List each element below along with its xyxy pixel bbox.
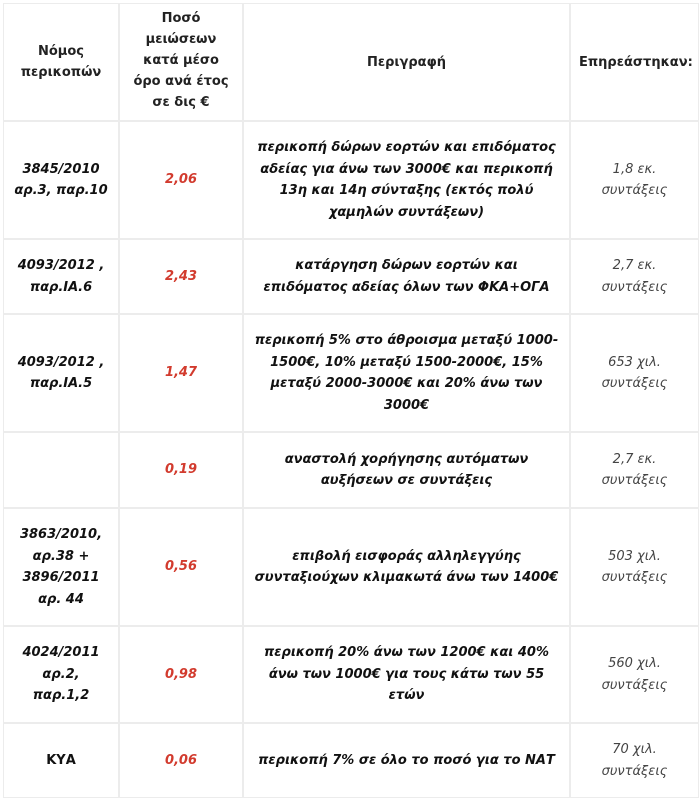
description-cell: περικοπή δώρων εορτών και επιδόματος αδείας για άνω των 3000€ και περικοπή 13η και 14η σύνταξης (εκτός πολύ χαμηλών συντάξεων) xyxy=(243,121,570,239)
description-cell: περικοπή 7% σε όλο το ποσό για το ΝΑΤ xyxy=(243,723,570,798)
description-cell: περικοπή 20% άνω των 1200€ και 40% άνω των 1000€ για τους κάτω των 55 ετών xyxy=(243,626,570,723)
affected-cell: 70 χιλ. συντάξεις xyxy=(570,723,699,798)
amount-cell: 0,98 xyxy=(119,626,243,723)
table-row xyxy=(3,626,699,723)
amount-cell: 0,06 xyxy=(119,723,243,798)
header-affected: Επηρεάστηκαν: xyxy=(570,3,699,121)
amount-cell: 0,56 xyxy=(119,508,243,626)
affected-cell: 1,8 εκ. συντάξεις xyxy=(570,121,699,239)
law-cell xyxy=(3,432,119,508)
pension-cuts-table xyxy=(3,3,699,798)
affected-cell: 2,7 εκ. συντάξεις xyxy=(570,432,699,508)
table-row xyxy=(3,723,699,798)
description-cell: αναστολή χορήγησης αυτόματων αυξήσεων σε συντάξεις xyxy=(243,432,570,508)
law-cell: ΚΥΑ xyxy=(3,723,119,798)
law-cell: 3863/2010, αρ.38 + 3896/2011 αρ. 44 xyxy=(3,508,119,626)
description-cell: κατάργηση δώρων εορτών και επιδόματος αδείας όλων των ΦΚΑ+ΟΓΑ xyxy=(243,239,570,314)
table-row xyxy=(3,432,699,508)
law-cell: 4024/2011 αρ.2, παρ.1,2 xyxy=(3,626,119,723)
amount-cell: 2,06 xyxy=(119,121,243,239)
affected-cell: 2,7 εκ. συντάξεις xyxy=(570,239,699,314)
law-cell: 3845/2010 αρ.3, παρ.10 xyxy=(3,121,119,239)
description-cell: επιβολή εισφοράς αλληλεγγύης συνταξιούχων κλιμακωτά άνω των 1400€ xyxy=(243,508,570,626)
affected-cell: 653 χιλ. συντάξεις xyxy=(570,314,699,432)
affected-cell: 560 χιλ. συντάξεις xyxy=(570,626,699,723)
law-cell: 4093/2012 , παρ.ΙΑ.6 xyxy=(3,239,119,314)
affected-cell: 503 χιλ. συντάξεις xyxy=(570,508,699,626)
amount-cell: 0,19 xyxy=(119,432,243,508)
table-row xyxy=(3,239,699,314)
header-amount: Ποσό μειώσεων κατά μέσο όρο ανά έτος σε δις € xyxy=(119,3,243,121)
header-description: Περιγραφή xyxy=(243,3,570,121)
law-cell: 4093/2012 , παρ.ΙΑ.5 xyxy=(3,314,119,432)
table-row xyxy=(3,508,699,626)
description-cell: περικοπή 5% στο άθροισμα μεταξύ 1000-1500€, 10% μεταξύ 1500-2000€, 15% μεταξύ 2000-3000€ και 20% άνω των 3000€ xyxy=(243,314,570,432)
table-header-row xyxy=(3,3,699,121)
amount-cell: 2,43 xyxy=(119,239,243,314)
amount-cell: 1,47 xyxy=(119,314,243,432)
table-row xyxy=(3,314,699,432)
table-row xyxy=(3,121,699,239)
header-law: Νόμος περικοπών xyxy=(3,3,119,121)
